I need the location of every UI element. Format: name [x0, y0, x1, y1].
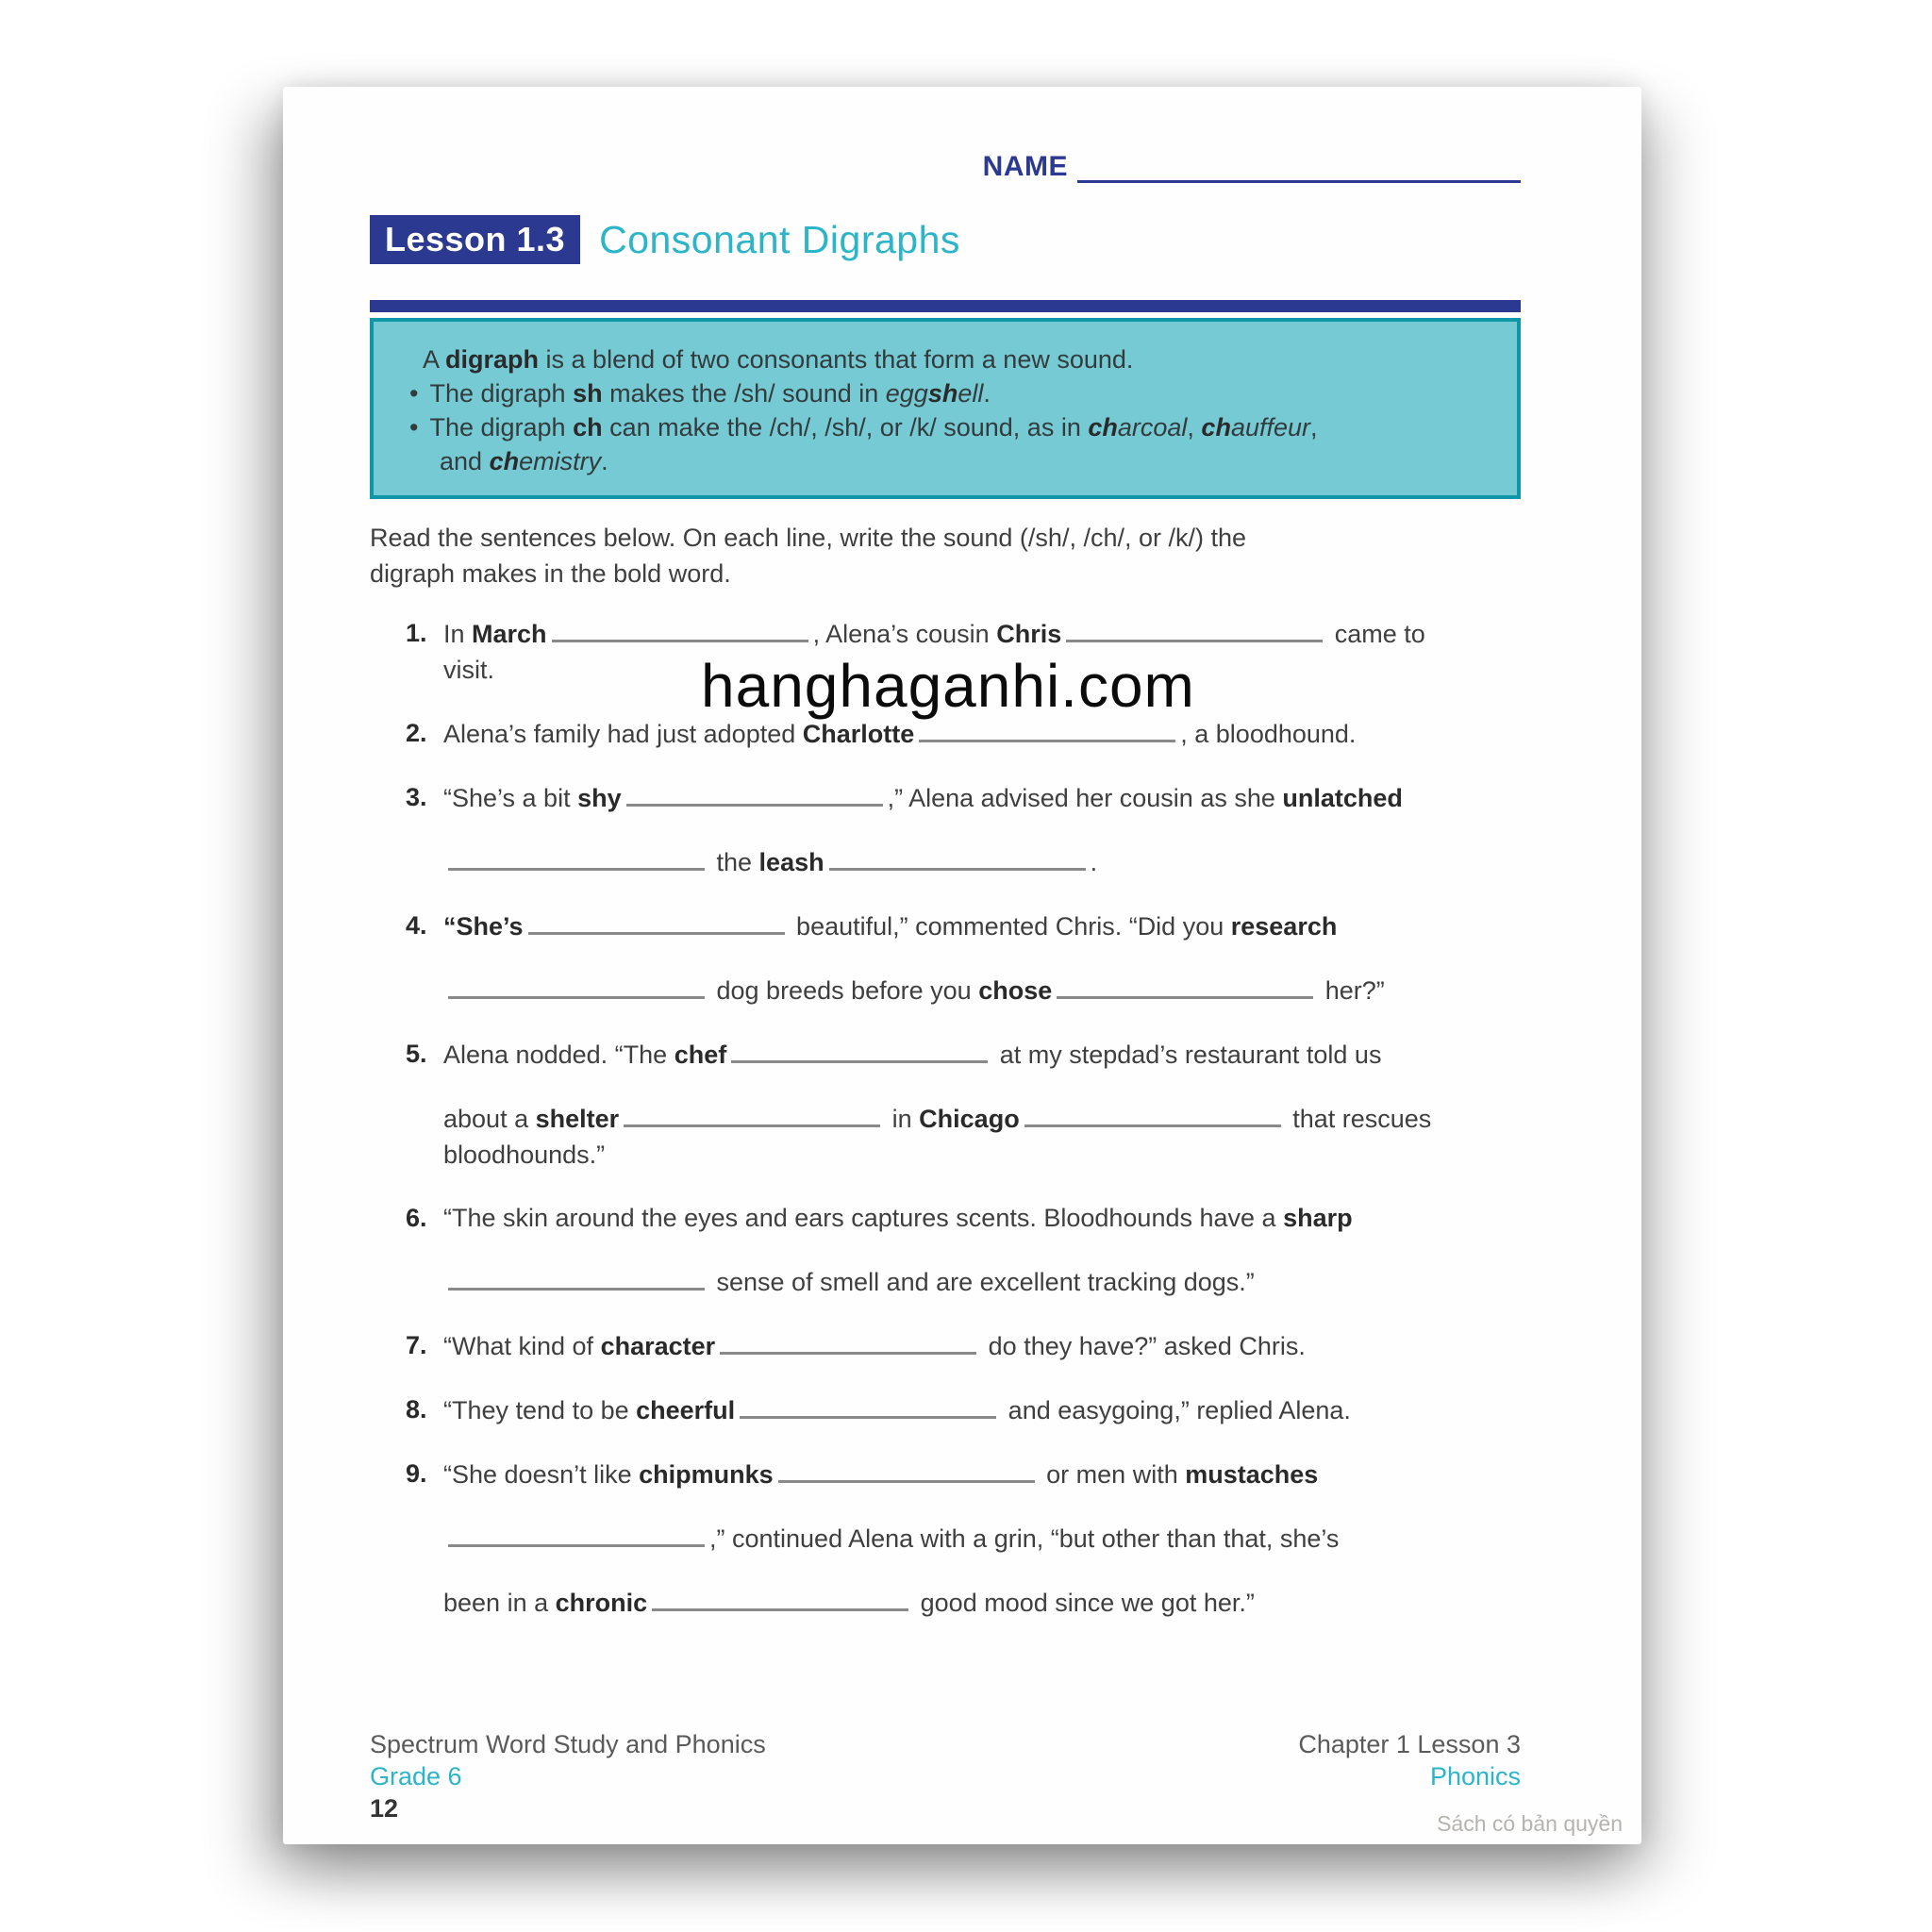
text-segment: her?”	[1318, 976, 1385, 1005]
sentence-lines	[443, 1035, 1521, 1199]
text-segment: “They tend to be	[443, 1396, 637, 1424]
text-segment: egg	[885, 379, 928, 408]
sentence	[406, 1391, 1521, 1455]
answer-blank	[829, 842, 1086, 871]
text-segment: chose	[978, 976, 1053, 1005]
sentence-lines	[443, 1326, 1521, 1391]
text-segment: Chicago	[919, 1105, 1020, 1133]
text-segment: Charlotte	[802, 720, 915, 748]
instructions	[370, 520, 1521, 591]
text-segment: in	[885, 1105, 920, 1133]
watermark: hanghaganhi.com	[701, 652, 1195, 720]
text-segment: ch	[489, 447, 520, 475]
text-segment: been in a	[443, 1589, 556, 1617]
sentence-line	[443, 778, 1521, 817]
page-footer	[370, 1728, 1521, 1824]
text-segment: can make the /ch/, /sh/, or /k/ sound, as in	[602, 413, 1089, 441]
text-segment: beautiful,” commented Chris. “Did you	[789, 912, 1231, 941]
sentence-number: 1.	[406, 619, 427, 647]
sentence-line	[443, 907, 1521, 945]
answer-blank	[778, 1455, 1035, 1483]
text-segment: leash	[758, 848, 824, 876]
text-segment: ,	[1187, 413, 1202, 441]
text-segment: or men with	[1039, 1460, 1186, 1489]
lesson-title: Consonant Digraphs	[599, 217, 960, 261]
text-segment: chipmunks	[639, 1460, 774, 1489]
lesson-number-badge: Lesson 1.3	[370, 215, 580, 264]
text-segment: and	[440, 447, 490, 475]
text-segment: unlatched	[1282, 784, 1403, 812]
answer-blank	[1057, 971, 1313, 999]
text-segment: do they have?” asked Chris.	[981, 1332, 1306, 1360]
sentence	[406, 907, 1521, 1035]
sentence-lines	[443, 907, 1521, 1035]
header-rule	[370, 300, 1521, 312]
subject-label: Phonics	[1429, 1762, 1521, 1790]
instruction-line: digraph makes in the bold word.	[370, 559, 731, 588]
sentence-line	[443, 1035, 1521, 1074]
info-box-line	[423, 342, 1489, 376]
name-line	[1077, 155, 1521, 183]
text-segment: mustaches	[1185, 1460, 1319, 1489]
bullet-dot: •	[409, 413, 419, 441]
text-segment: bloodhounds.”	[443, 1141, 606, 1169]
sentence-list	[406, 614, 1521, 1647]
text-segment: the	[709, 848, 759, 876]
text-segment: Chris	[996, 620, 1062, 648]
text-segment: “The skin around the eyes and ears captures scents. Bloodhounds have a	[443, 1204, 1284, 1232]
sentence-line	[443, 1455, 1521, 1493]
answer-blank	[1066, 614, 1323, 642]
answer-blank	[720, 1326, 976, 1355]
text-segment: Alena’s family had just adopted	[443, 720, 803, 748]
text-segment: In	[443, 620, 473, 648]
text-segment: .	[601, 447, 608, 475]
text-segment: makes the /sh/ sound in	[602, 379, 886, 408]
chapter-label: Chapter 1 Lesson 3	[1298, 1730, 1521, 1758]
footer-left	[370, 1728, 766, 1824]
text-segment: ch	[1088, 413, 1118, 441]
text-segment: ,” continued Alena with a grin, “but other than that, she’s	[709, 1524, 1340, 1553]
text-segment: that rescues	[1285, 1105, 1432, 1133]
text-segment: ch	[1201, 413, 1231, 441]
sentence-line	[443, 1583, 1521, 1622]
answer-blank	[448, 971, 705, 999]
text-segment: good mood since we got her.”	[913, 1589, 1255, 1617]
text-segment: came to	[1327, 620, 1425, 648]
text-segment: ,” Alena advised her cousin as she	[887, 784, 1283, 812]
answer-blank	[1024, 1099, 1281, 1127]
text-segment: “She’s a bit	[443, 784, 578, 812]
text-segment: , Alena’s cousin	[812, 620, 997, 648]
book-title: Spectrum Word Study and Phonics	[370, 1730, 766, 1758]
sentence-line	[443, 1262, 1521, 1301]
text-segment: digraph	[445, 345, 540, 374]
grade-label: Grade 6	[370, 1762, 462, 1790]
sentence	[406, 1326, 1521, 1391]
footer-right	[1298, 1728, 1521, 1824]
text-segment: sharp	[1283, 1204, 1353, 1232]
info-box-line	[440, 444, 1489, 478]
name-row	[370, 149, 1521, 183]
text-segment: cheerful	[636, 1396, 736, 1424]
text-segment: sh	[927, 379, 958, 408]
sentence	[406, 714, 1521, 778]
text-segment: sense of smell and are excellent tracking dogs.”	[709, 1268, 1255, 1296]
answer-blank	[448, 1262, 705, 1291]
bullet-dot: •	[409, 379, 419, 408]
text-segment: is a blend of two consonants that form a new sound.	[539, 345, 1134, 374]
text-segment: at my stepdad’s restaurant told us	[992, 1041, 1382, 1069]
sentence-number: 7.	[406, 1331, 427, 1359]
answer-blank	[731, 1035, 988, 1063]
copyright-note: Sách có bản quyền	[1437, 1811, 1623, 1836]
worksheet-page	[283, 87, 1641, 1844]
sentence-line	[443, 1519, 1521, 1557]
sentence-line	[443, 1136, 1521, 1174]
text-segment: visit.	[443, 656, 494, 684]
text-segment: The digraph	[429, 379, 574, 408]
text-segment: arcoal	[1117, 413, 1188, 441]
sentence-line	[443, 971, 1521, 1009]
sentence-line	[443, 1099, 1521, 1138]
answer-blank	[528, 907, 785, 935]
lesson-header	[370, 215, 1521, 264]
text-segment: A	[423, 345, 446, 374]
answer-blank	[552, 614, 808, 642]
answer-blank	[626, 778, 883, 807]
text-segment: about a	[443, 1105, 536, 1133]
text-segment: chronic	[555, 1589, 648, 1617]
sentence-number: 5.	[406, 1040, 427, 1068]
text-segment: , a bloodhound.	[1180, 720, 1357, 748]
text-segment: .	[983, 379, 991, 408]
text-segment: “She doesn’t like	[443, 1460, 640, 1489]
answer-blank	[448, 842, 705, 871]
text-segment: shelter	[535, 1105, 620, 1133]
sentence-lines	[443, 778, 1521, 907]
text-segment: shy	[577, 784, 622, 812]
sentence-line	[443, 1199, 1521, 1237]
sentence-number: 2.	[406, 719, 427, 747]
text-segment: ell	[958, 379, 984, 408]
text-segment: dog breeds before you	[709, 976, 979, 1005]
text-segment: March	[472, 620, 547, 648]
info-box-line	[409, 376, 1489, 410]
sentence-line	[443, 614, 1521, 653]
text-segment: auffeur	[1230, 413, 1310, 441]
text-segment: “What kind of	[443, 1332, 601, 1360]
text-segment: “She’s	[443, 912, 524, 941]
answer-blank	[448, 1519, 705, 1547]
text-segment: Alena nodded. “The	[443, 1041, 675, 1069]
text-segment: ch	[573, 413, 603, 441]
answer-blank	[624, 1099, 880, 1127]
sentence-lines	[443, 1391, 1521, 1455]
sentence-number: 3.	[406, 783, 427, 811]
name-label: NAME	[982, 151, 1068, 182]
text-segment: emistry	[519, 447, 602, 475]
text-segment: chef	[674, 1041, 727, 1069]
text-segment: The digraph	[429, 413, 574, 441]
sentence-line	[443, 842, 1521, 881]
sentence	[406, 1035, 1521, 1199]
text-segment: character	[600, 1332, 716, 1360]
info-box-line	[409, 410, 1489, 444]
text-segment: .	[1090, 848, 1098, 876]
text-segment: ,	[1310, 413, 1318, 441]
digraph-info-box	[370, 318, 1521, 499]
sentence-number: 8.	[406, 1395, 427, 1424]
answer-blank	[652, 1583, 908, 1611]
sentence	[406, 1199, 1521, 1326]
text-segment: research	[1230, 912, 1338, 941]
answer-blank	[740, 1391, 996, 1419]
sentence-number: 4.	[406, 911, 427, 940]
sentence-line	[443, 1391, 1521, 1429]
sentence-line	[443, 1326, 1521, 1365]
sentence-number: 9.	[406, 1459, 427, 1488]
page-number: 12	[370, 1794, 399, 1823]
text-segment: sh	[573, 379, 603, 408]
sentence	[406, 778, 1521, 907]
instruction-line: Read the sentences below. On each line, write the sound (/sh/, /ch/, or /k/) the	[370, 524, 1247, 552]
sentence-lines	[443, 1199, 1521, 1326]
sentence	[406, 1455, 1521, 1647]
sentence-lines	[443, 714, 1521, 778]
sentence-number: 6.	[406, 1204, 427, 1232]
sentence-lines	[443, 1455, 1521, 1647]
text-segment: and easygoing,” replied Alena.	[1001, 1396, 1351, 1424]
